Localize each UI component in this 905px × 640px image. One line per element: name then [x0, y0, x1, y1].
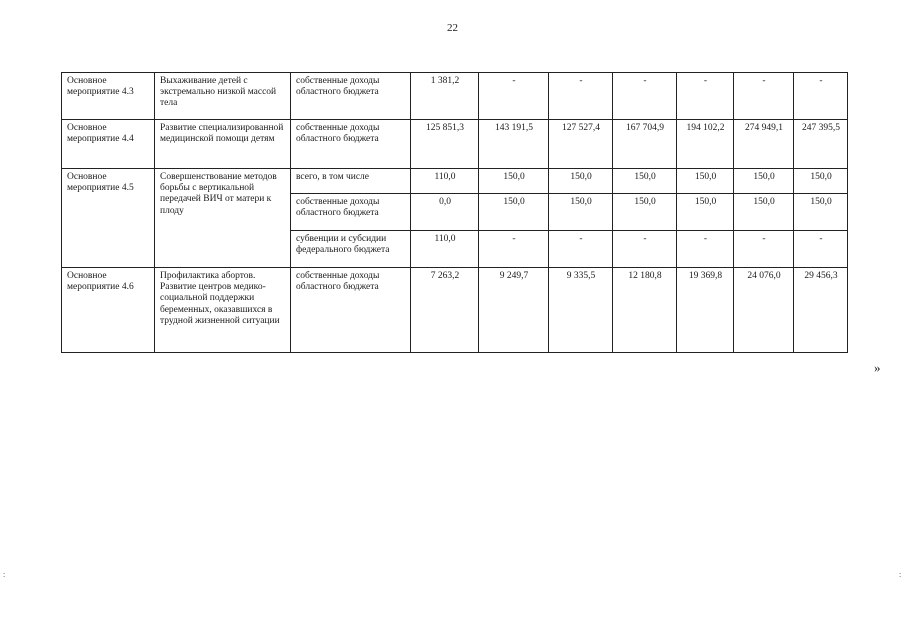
closing-quote: » [874, 360, 881, 375]
table-row-4-3 [62, 73, 848, 120]
value-cell: - [734, 231, 794, 268]
funding-source-cell: всего, в том числе [291, 169, 411, 194]
value-cell: 167 704,9 [613, 120, 677, 169]
value-cell: - [613, 231, 677, 268]
value-cell: - [479, 231, 549, 268]
value-cell: 150,0 [677, 194, 734, 231]
value-cell: 150,0 [479, 169, 549, 194]
value-cell: 150,0 [734, 169, 794, 194]
funding-source-cell: собственные доходы областного бюджета [291, 194, 411, 231]
value-cell: 9 249,7 [479, 268, 549, 353]
measure-cell: Основное мероприятие 4.3 [62, 73, 155, 120]
value-cell: 150,0 [613, 194, 677, 231]
table-row-4-5-total [62, 169, 848, 194]
value-cell: - [549, 73, 613, 120]
value-cell: 150,0 [549, 194, 613, 231]
value-cell: 150,0 [794, 194, 848, 231]
funding-source-cell: собственные доходы областного бюджета [291, 73, 411, 120]
description-cell: Совершенствование методов борьбы с вертикальной передачей ВИЧ от матери к плоду [155, 169, 291, 268]
funding-source-cell: собственные доходы областного бюджета [291, 120, 411, 169]
value-cell: - [794, 73, 848, 120]
description-cell: Профилактика абортов. Развитие центров медико-социальной поддержки беременных, оказавшихся в трудной жизненной ситуации [155, 268, 291, 353]
value-cell: 125 851,3 [411, 120, 479, 169]
description-cell: Развитие специализированной медицинской помощи детям [155, 120, 291, 169]
value-cell: 29 456,3 [794, 268, 848, 353]
value-cell: 150,0 [677, 169, 734, 194]
table-row-4-6 [62, 268, 848, 353]
value-cell: 19 369,8 [677, 268, 734, 353]
value-cell: - [549, 231, 613, 268]
left-edge-mark: : [3, 570, 6, 579]
value-cell: 110,0 [411, 169, 479, 194]
value-cell: 247 395,5 [794, 120, 848, 169]
funding-source-cell: собственные доходы областного бюджета [291, 268, 411, 353]
value-cell: - [677, 231, 734, 268]
value-cell: 9 335,5 [549, 268, 613, 353]
value-cell: 150,0 [794, 169, 848, 194]
value-cell: 110,0 [411, 231, 479, 268]
value-cell: 0,0 [411, 194, 479, 231]
page-number: 22 [447, 22, 458, 34]
value-cell: - [479, 73, 549, 120]
value-cell: 7 263,2 [411, 268, 479, 353]
budget-table [61, 72, 848, 353]
measure-cell: Основное мероприятие 4.6 [62, 268, 155, 353]
value-cell: - [613, 73, 677, 120]
right-edge-mark: : [899, 570, 902, 579]
value-cell: 150,0 [734, 194, 794, 231]
value-cell: 150,0 [479, 194, 549, 231]
value-cell: - [677, 73, 734, 120]
value-cell: 143 191,5 [479, 120, 549, 169]
value-cell: 274 949,1 [734, 120, 794, 169]
measure-cell: Основное мероприятие 4.5 [62, 169, 155, 268]
value-cell: 1 381,2 [411, 73, 479, 120]
table-row-4-4 [62, 120, 848, 169]
description-cell: Выхаживание детей с экстремально низкой массой тела [155, 73, 291, 120]
measure-cell: Основное мероприятие 4.4 [62, 120, 155, 169]
value-cell: 127 527,4 [549, 120, 613, 169]
value-cell: - [794, 231, 848, 268]
value-cell: 12 180,8 [613, 268, 677, 353]
funding-source-cell: субвенции и субсидии федерального бюджета [291, 231, 411, 268]
value-cell: 24 076,0 [734, 268, 794, 353]
value-cell: 150,0 [613, 169, 677, 194]
value-cell: - [734, 73, 794, 120]
value-cell: 150,0 [549, 169, 613, 194]
value-cell: 194 102,2 [677, 120, 734, 169]
